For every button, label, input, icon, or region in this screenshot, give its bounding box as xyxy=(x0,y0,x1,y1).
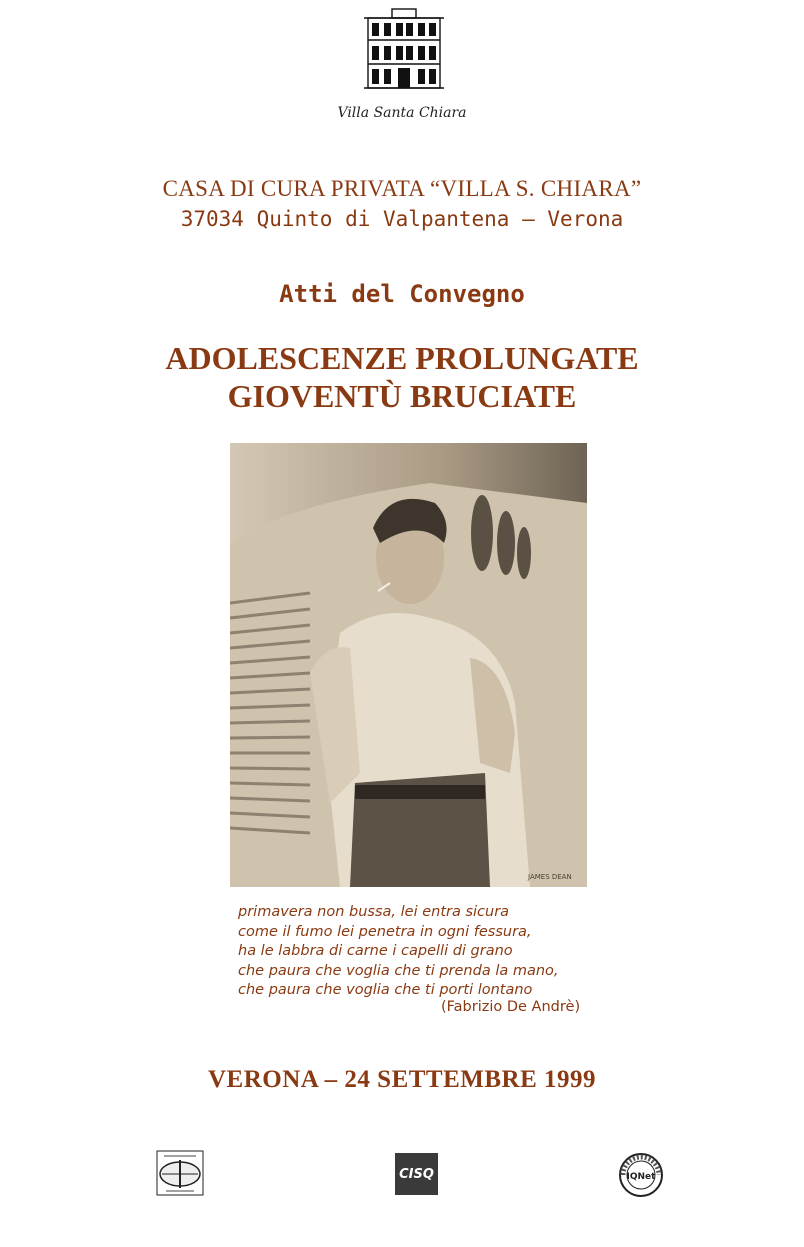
certification-seal-icon xyxy=(156,1150,204,1196)
poem-author: (Fabrizio De Andrè) xyxy=(441,999,581,1015)
conference-title-line1: ADOLESCENZE PROLUNGATE xyxy=(165,340,639,376)
proceedings-subtitle: Atti del Convegno xyxy=(279,280,525,308)
conference-title-line2: GIOVENTÙ BRUCIATE xyxy=(227,378,577,414)
poem-line: che paura che voglia che ti porti lontano xyxy=(238,982,533,999)
cisq-logo: CISQ xyxy=(395,1153,438,1195)
poem-line: come il fumo lei penetra in ogni fessura, xyxy=(238,923,532,940)
photo-caption: JAMES DEAN xyxy=(528,873,572,881)
logo-caption: Villa Santa Chiara xyxy=(337,105,467,121)
clinic-name: CASA DI CURA PRIVATA “VILLA S. CHIARA” xyxy=(162,176,642,201)
poem-line: ha le labbra di carne i capelli di grano xyxy=(238,943,513,960)
clinic-address: 37034 Quinto di Valpantena – Verona xyxy=(180,207,624,231)
james-dean-photo xyxy=(230,443,587,887)
poem-excerpt xyxy=(238,903,618,1001)
iqnet-seal xyxy=(619,1153,663,1197)
poem-line: che paura che voglia che ti prenda la mano, xyxy=(238,962,559,979)
event-date: VERONA – 24 SETTEMBRE 1999 xyxy=(207,1066,597,1093)
iqnet-label: IQNet xyxy=(626,1172,656,1182)
poem-line: primavera non bussa, lei entra sicura xyxy=(238,904,510,920)
villa-building-logo xyxy=(362,6,446,92)
